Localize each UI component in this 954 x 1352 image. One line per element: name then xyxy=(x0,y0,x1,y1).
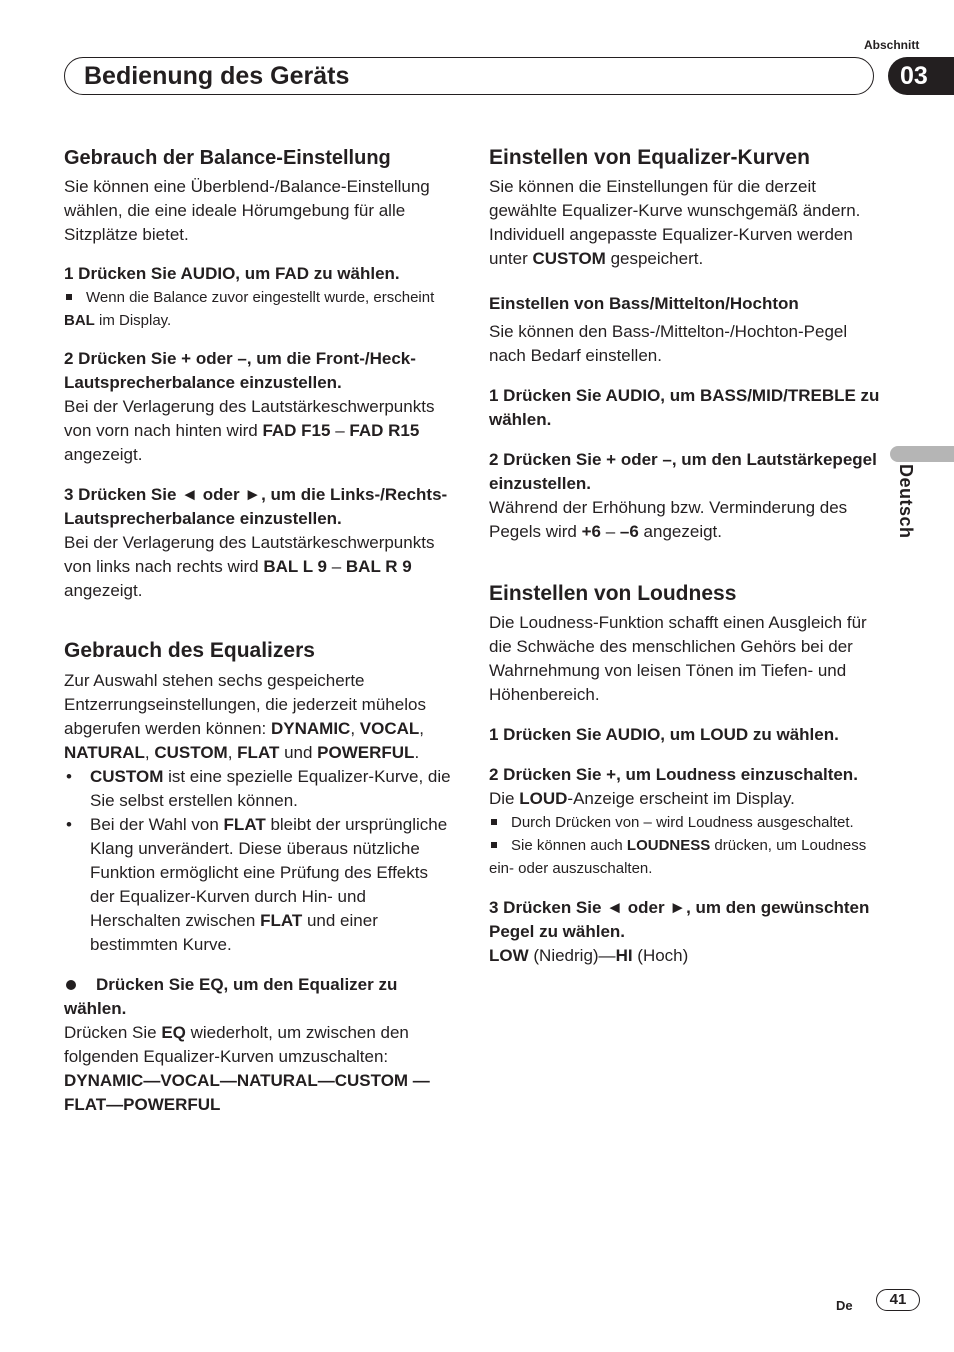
round-bullet-icon xyxy=(66,980,76,990)
square-bullet-icon xyxy=(491,819,497,825)
bass-mid-treble-heading: Einstellen von Bass/Mittelton/Hochton xyxy=(489,294,799,313)
equalizer-heading: Gebrauch des Equalizers xyxy=(64,639,315,662)
balance-step-3: 3 Drücken Sie ◄ oder ►, um die Links-/Rechts-Lautsprecherbalance einzustellen. xyxy=(64,485,448,528)
loudness-step-3: 3 Drücken Sie ◄ oder ►, um den gewünschten Pegel zu wählen. xyxy=(489,898,870,941)
eq-curves-intro: Sie können die Einstellungen für die derzeit gewählte Equalizer-Kurve wunschgemäß ändern. Individuell angepasste Equalizer-Kurven werden unter CUSTOM gespeichert. xyxy=(489,177,861,268)
equalizer-bullet-2: • Bei der Wahl von FLAT bleibt der ursprüngliche Klang unverändert. Diese überaus nützliche Funktion ermöglicht eine Prüfung des Effekts der Equalizer-Kurven durch Hin- und Herschalten zwischen FLAT und einer bestimmten Kurve. xyxy=(66,815,448,954)
page-number: 41 xyxy=(876,1289,920,1311)
language-tab xyxy=(890,446,954,462)
language-label: Deutsch xyxy=(896,464,916,539)
balance-note-1: Wenn die Balance zuvor eingestellt wurde, erscheint BAL im Display. xyxy=(64,289,435,329)
right-column xyxy=(489,144,881,968)
balance-step-3-text: Bei der Verlagerung des Lautstärkeschwerpunkts von links nach rechts wird BAL L 9 – BAL R 9 angezeigt. xyxy=(64,533,435,600)
equalizer-intro: Zur Auswahl stehen sechs gespeicherte Entzerrungseinstellungen, die jederzeit mühelos abgerufen werden können: DYNAMIC, VOCAL, NATURAL, CUSTOM, FLAT und POWERFUL. xyxy=(64,671,426,762)
loudness-step-3-text: LOW (Niedrig)—HI (Hoch) xyxy=(489,946,689,965)
footer-language-code: De xyxy=(836,1298,853,1313)
square-bullet-icon xyxy=(66,294,72,300)
bmt-step-2-text: Während der Erhöhung bzw. Verminderung des Pegels wird +6 – –6 angezeigt. xyxy=(489,498,848,541)
equalizer-bullet-1: • CUSTOM ist eine spezielle Equalizer-Kurve, die Sie selbst erstellen können. xyxy=(66,767,451,810)
loudness-step-2: 2 Drücken Sie +, um Loudness einzuschalten. xyxy=(489,765,858,784)
section-label: Abschnitt xyxy=(864,38,920,52)
bmt-step-2: 2 Drücken Sie + oder –, um den Lautstärkepegel einzustellen. xyxy=(489,450,877,493)
loudness-intro: Die Loudness-Funktion schafft einen Ausgleich für die Schwäche des menschlichen Gehörs bei der Wahrnehmung von leisen Tönen im Tiefen- und Höhenbereich. xyxy=(489,613,867,704)
balance-heading: Gebrauch der Balance-Einstellung xyxy=(64,147,391,169)
equalizer-cycle: DYNAMIC—VOCAL—NATURAL—CUSTOM —FLAT—POWERFUL xyxy=(64,1071,430,1114)
balance-step-2: 2 Drücken Sie + oder –, um die Front-/Heck-Lautsprecherbalance einzustellen. xyxy=(64,349,416,392)
left-column xyxy=(64,144,456,1117)
balance-intro: Sie können eine Überblend-/Balance-Einstellung wählen, die eine ideale Hörumgebung für alle Sitzplätze bietet. xyxy=(64,177,430,244)
bullet-icon: • xyxy=(66,815,72,834)
square-bullet-icon xyxy=(491,842,497,848)
loudness-step-1: 1 Drücken Sie AUDIO, um LOUD zu wählen. xyxy=(489,725,839,744)
loudness-note-1: Durch Drücken von – wird Loudness ausgeschaltet. xyxy=(489,811,881,834)
loudness-step-2-text: Die LOUD-Anzeige erscheint im Display. xyxy=(489,789,795,808)
loudness-note-2: Sie können auch LOUDNESS drücken, um Loudness ein- oder auszuschalten. xyxy=(489,837,867,877)
loudness-heading: Einstellen von Loudness xyxy=(489,582,737,605)
chapter-badge: 03 xyxy=(888,57,954,95)
equalizer-step-text: Drücken Sie EQ wiederholt, um zwischen den folgenden Equalizer-Kurven umzuschalten: xyxy=(64,1023,409,1066)
bass-mid-treble-intro: Sie können den Bass-/Mittelton-/Hochton-Pegel nach Bedarf einstellen. xyxy=(489,322,848,365)
balance-step-1: 1 Drücken Sie AUDIO, um FAD zu wählen. xyxy=(64,264,400,283)
bmt-step-1: 1 Drücken Sie AUDIO, um BASS/MID/TREBLE zu wählen. xyxy=(489,386,880,429)
eq-curves-heading: Einstellen von Equalizer-Kurven xyxy=(489,146,810,169)
balance-step-2-text: Bei der Verlagerung des Lautstärkeschwerpunkts von vorn nach hinten wird FAD F15 – FAD R15 angezeigt. xyxy=(64,397,435,464)
bullet-icon: • xyxy=(66,767,72,786)
equalizer-step: Drücken Sie EQ, um den Equalizer zu wählen. xyxy=(64,975,398,1018)
page-title: Bedienung des Geräts xyxy=(84,62,350,90)
